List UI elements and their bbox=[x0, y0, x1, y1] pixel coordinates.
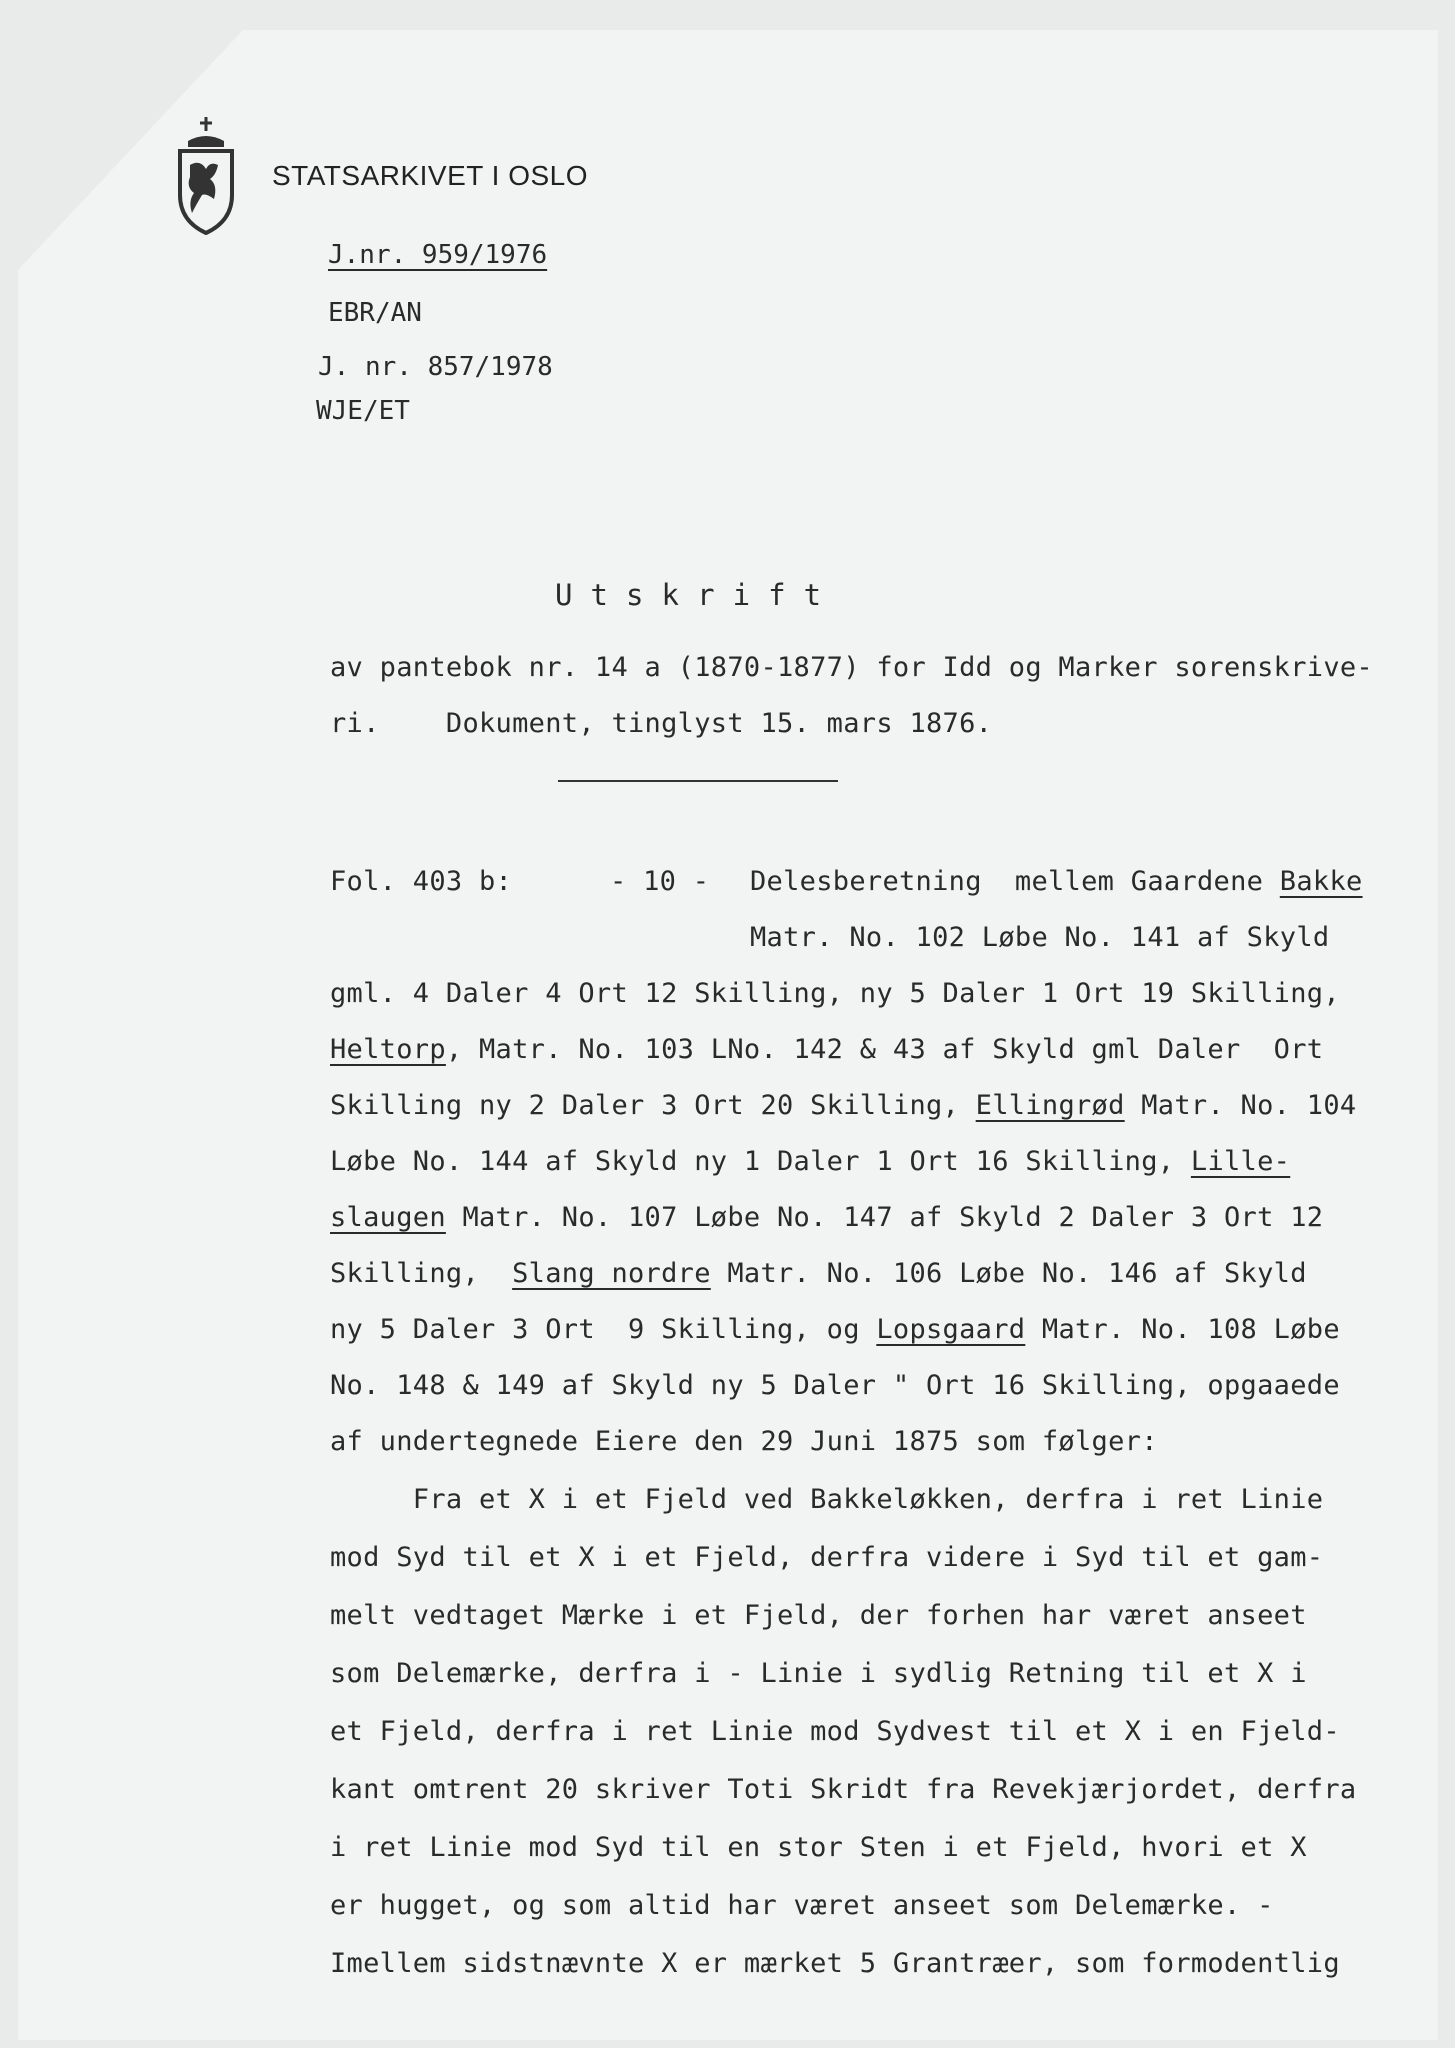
paragraph-line: melt vedtaget Mærke i et Fjeld, der forhen har været anseet bbox=[330, 1600, 1307, 1631]
body-line-3: gml. 4 Daler 4 Ort 12 Skilling, ny 5 Daler 1 Ort 19 Skilling, bbox=[330, 978, 1340, 1009]
farm-heltorp: Heltorp bbox=[330, 1034, 446, 1065]
body-line-8: Skilling, Slang nordre Matr. No. 106 Løbe No. 146 af Skyld bbox=[330, 1258, 1307, 1289]
body-line-5: Skilling ny 2 Daler 3 Ort 20 Skilling, Ellingrød Matr. No. 104 bbox=[330, 1090, 1357, 1121]
farm-bakke: Bakke bbox=[1279, 866, 1363, 897]
paragraph-line: kant omtrent 20 skriver Toti Skridt fra Revekjærjordet, derfra bbox=[330, 1774, 1357, 1805]
body-line-6: Løbe No. 144 af Skyld ny 1 Daler 1 Ort 16 Skilling, Lille- bbox=[330, 1146, 1291, 1177]
journal-number-2: J. nr. 857/1978 bbox=[318, 352, 553, 382]
intro-line-1: av pantebok nr. 14 a (1870-1877) for Idd og Marker sorenskrive- bbox=[330, 652, 1373, 683]
intro-line-2: ri. Dokument, tinglyst 15. mars 1876. bbox=[330, 708, 993, 739]
body-line-4: Heltorp, Matr. No. 103 LNo. 142 & 43 af Skyld gml Daler Ort bbox=[330, 1034, 1324, 1065]
signature-1: EBR/AN bbox=[328, 298, 422, 328]
paragraph-line: som Delemærke, derfra i - Linie i sydlig Retning til et X i bbox=[330, 1658, 1307, 1689]
paragraph-line: i ret Linie mod Syd til en stor Sten i et Fjeld, hvori et X bbox=[330, 1832, 1307, 1863]
body-line-1: Delesberetning mellem Gaardene Bakke bbox=[750, 866, 1363, 897]
folio-ref: Fol. 403 b: bbox=[330, 866, 513, 897]
farm-slang-nordre: Slang nordre bbox=[512, 1258, 711, 1289]
paragraph-line: Fra et X i et Fjeld ved Bakkeløkken, derfra i ret Linie bbox=[330, 1484, 1324, 1515]
signature-2: WJE/ET bbox=[316, 396, 410, 426]
document-number: - 10 - bbox=[610, 866, 710, 897]
institution-name: STATSARKIVET I OSLO bbox=[272, 160, 589, 191]
paragraph-line: et Fjeld, derfra i ret Linie mod Sydvest til et X i en Fjeld- bbox=[330, 1716, 1340, 1747]
body-line-7: slaugen Matr. No. 107 Løbe No. 147 af Skyld 2 Daler 3 Ort 12 bbox=[330, 1202, 1324, 1233]
farm-slaugen: slaugen bbox=[330, 1202, 446, 1233]
body-line-11: af undertegnede Eiere den 29 Juni 1875 som følger: bbox=[330, 1426, 1158, 1457]
paragraph-line: er hugget, og som altid har været anseet som Delemærke. - bbox=[330, 1890, 1274, 1921]
paragraph-line: mod Syd til et X i et Fjeld, derfra videre i Syd til et gam- bbox=[330, 1542, 1324, 1573]
body-line-2: Matr. No. 102 Løbe No. 141 af Skyld bbox=[750, 922, 1330, 953]
body-line-10: No. 148 & 149 af Skyld ny 5 Daler " Ort 16 Skilling, opgaaede bbox=[330, 1370, 1340, 1401]
body-line-9: ny 5 Daler 3 Ort 9 Skilling, og Lopsgaard Matr. No. 108 Løbe bbox=[330, 1314, 1340, 1345]
paragraph-line: Imellem sidstnævnte X er mærket 5 Grantræer, som formodentlig bbox=[330, 1948, 1340, 1979]
farm-lopsgaard: Lopsgaard bbox=[876, 1314, 1026, 1345]
journal-number-1: J.nr. 959/1976 bbox=[328, 240, 548, 270]
farm-ellingrod: Ellingrød bbox=[975, 1090, 1125, 1121]
farm-lille: Lille- bbox=[1190, 1146, 1291, 1177]
title-rule bbox=[558, 780, 838, 782]
document-title: U t s k r i f t bbox=[555, 578, 822, 612]
coat-of-arms-icon bbox=[170, 115, 242, 235]
